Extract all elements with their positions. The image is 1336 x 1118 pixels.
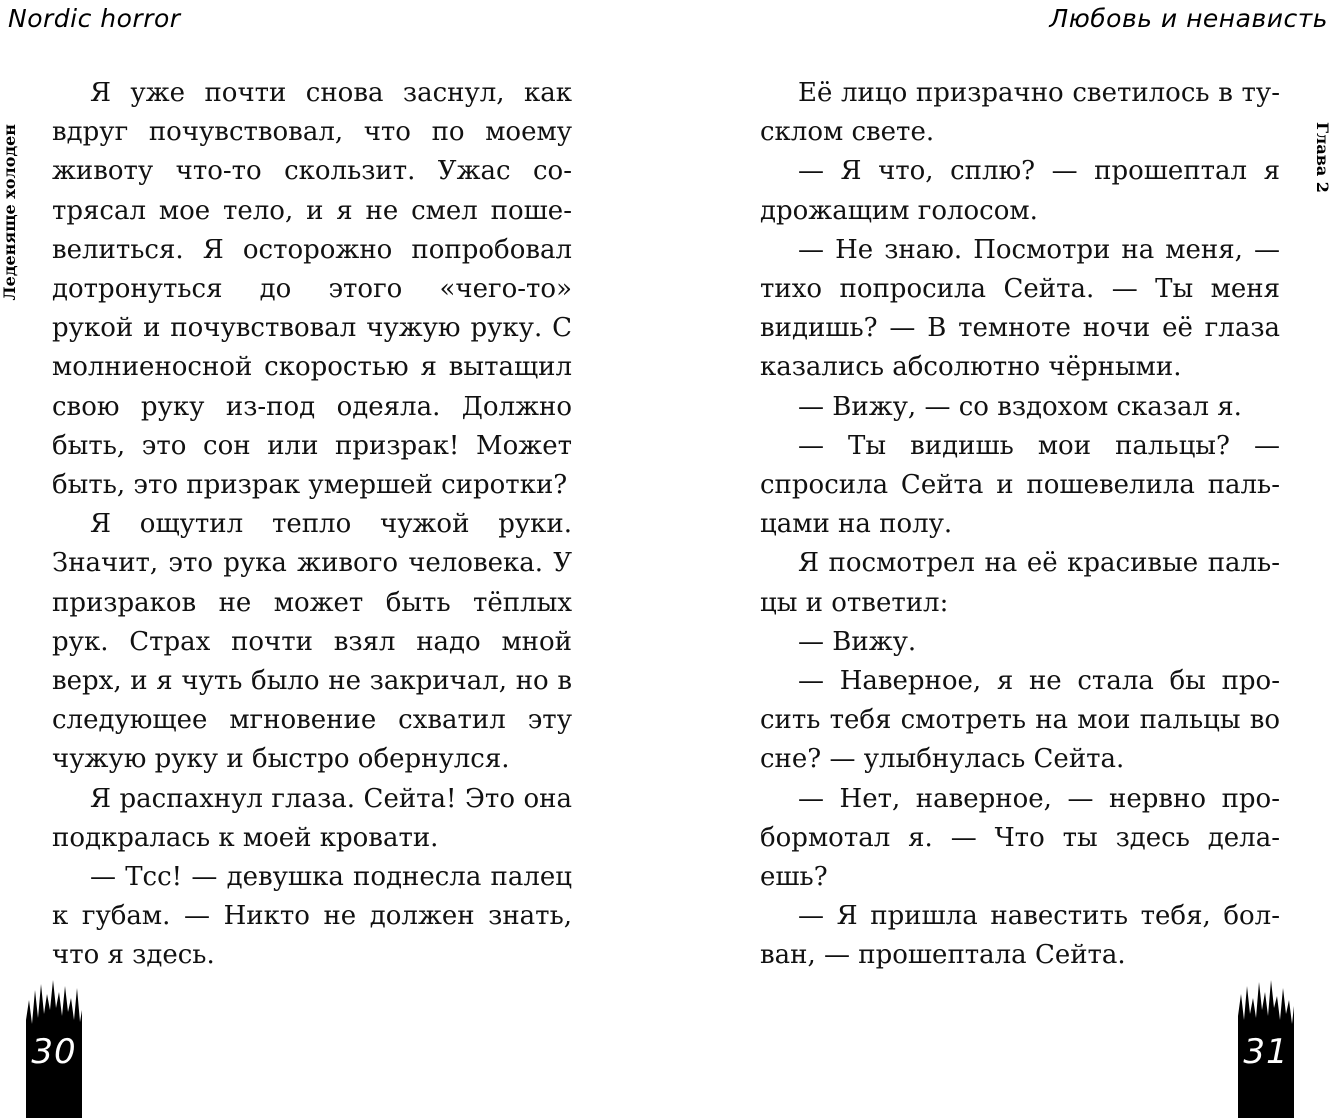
paragraph: Я посмотрел на её красивые пальцы и ответил:	[760, 548, 1280, 618]
paragraph: — Вижу.	[798, 626, 917, 657]
page-number-right	[1238, 980, 1294, 1118]
paragraph: — Наверное, я не стала бы просить тебя смотреть на мои пальцы во сне? — улыбнулась Сейта.	[760, 666, 1280, 775]
paragraph: — Нет, наверное, — нервно пробормотал я. — Что ты здесь делаешь?	[760, 783, 1280, 893]
page-number-left	[26, 980, 82, 1118]
paragraph: — Тсс! — девушка поднесла палец к губам. — Никто не должен знать, что я здесь.	[52, 862, 572, 971]
side-label-chapter: Глава 2	[1313, 122, 1332, 193]
paragraph: Её лицо призрачно светилось в тусклом свете.	[760, 78, 1280, 148]
paragraph: — Вижу, — со вздохом сказал я.	[798, 391, 1242, 422]
paragraph: Я ощутил тепло чужой руки. Значит, это рука живого человека. У призраков не может быть тёплых рук. Страх почти взял надо мной верх, и я чуть было не закричал, но в следующее мгновение схватил эту чужую руку и быстро обернулся.	[52, 509, 572, 775]
page-number-value: 30	[31, 1032, 77, 1072]
left-page-text	[52, 74, 572, 976]
paragraph: — Не знаю. Посмотри на меня, — тихо попросила Сейта. — Ты меня видишь? — В темноте ночи её глаза казались абсолютно чёрными.	[760, 234, 1280, 383]
side-label-book-title: Леденяще холоден	[0, 124, 19, 301]
paragraph: Я уже почти снова заснул, как вдруг почувствовал, что по моему животу что-то скользит. Ужас сотрясал мое тело, и я не смел пошевелиться. Я осторожно попробовал дотронуться до этого «чего-то» рукой и почувствовал чужую руку. С молниеносной скоростью я вытащил свою руку из-под одеяла. Должно быть, это сон или призрак! Может быть, это призрак умершей сиротки?	[52, 78, 572, 501]
running-head-chapter-title: Любовь и ненависть	[1049, 4, 1328, 33]
page-number-value: 31	[1243, 1032, 1289, 1072]
paragraph: Я распахнул глаза. Сейта! Это она подкралась к моей кровати.	[52, 783, 572, 853]
paragraph: — Я что, сплю? — прошептал я дрожащим голосом.	[760, 156, 1280, 226]
paragraph: — Я пришла навестить тебя, болван, — прошептала Сейта.	[760, 901, 1280, 971]
running-head-series: Nordic horror	[8, 4, 181, 33]
right-page-text	[760, 74, 1280, 976]
paragraph: — Ты видишь мои пальцы? — спросила Сейта и пошевелила пальцами на полу.	[760, 430, 1280, 540]
